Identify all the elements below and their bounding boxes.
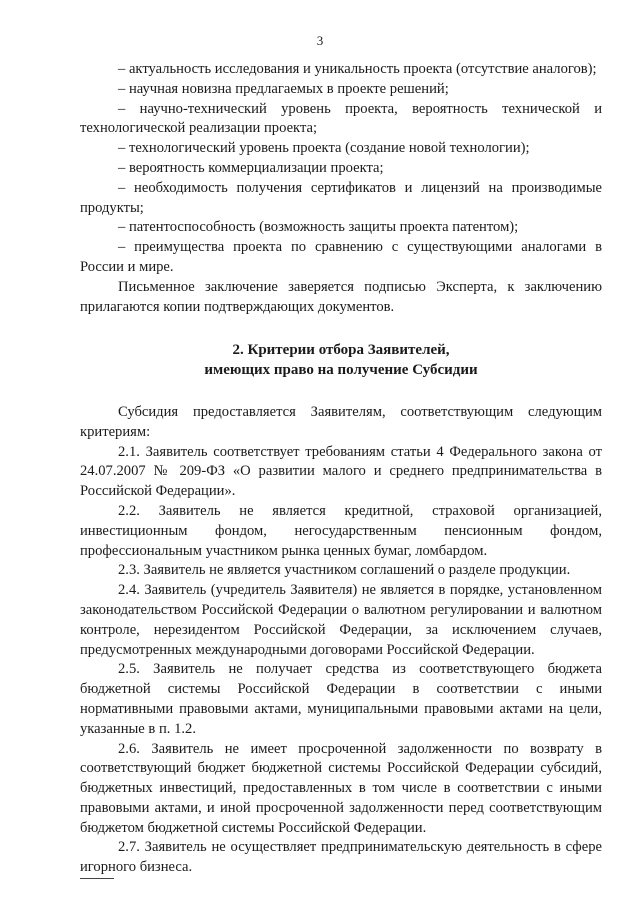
criteria-item: – технологический уровень проекта (создание новой технологии); (118, 140, 530, 157)
criteria-item: – вероятность коммерциализации проекта; (118, 159, 384, 176)
section-heading-line1: 2. Критерии отбора Заявителей, (232, 342, 450, 359)
section-heading-line2: имеющих право на получение Субсидии (204, 362, 478, 379)
section-item: 2.3. Заявитель не является участником соглашений о разделе продукции. (118, 562, 571, 579)
section-heading (80, 341, 602, 381)
criteria-item: – научная новизна предлагаемых в проекте решений; (118, 80, 449, 97)
section-item: 2.4. Заявитель (учредитель Заявителя) не является в порядке, установленном законодательством Российской Федерации о валютном регулировании и валютном контроле, нерезидентом Российской Федерации, за исключением случаев, предусмотренных международными договорами Российской Федерации. (80, 582, 602, 658)
criteria-item: – необходимость получения сертификатов и лицензий на производимые продукты; (80, 179, 602, 216)
criteria-item: – преимущества проекта по сравнению с существующими аналогами в России и мире. (80, 239, 602, 275)
criteria-item: – патентоспособность (возможность защиты проекта патентом); (118, 219, 519, 236)
section-item: 2.7. Заявитель не осуществляет предпринимательскую деятельность в сфере игорного бизнеса. (80, 839, 602, 876)
section-item: 2.5. Заявитель не получает средства из соответствующего бюджета бюджетной системы Российской Федерации в соответствии с иными нормативными правовыми актами, муниципальными правовыми актами на цели, указанные в п. 1.2. (80, 661, 602, 737)
section-intro: Субсидия предоставляется Заявителям, соответствующим следующим критериям: (80, 403, 602, 440)
section-item: 2.6. Заявитель не имеет просроченной задолженности по возврату в соответствующий бюджет бюджетной системы Российской Федерации субсидий, бюджетных инвестиций, предоставленных в том числе в соответствии с иными правовыми актами, и иной просроченной задолженности перед соответствующим бюджетом бюджетной системы Российской Федерации. (80, 740, 602, 836)
footnote-divider (80, 878, 114, 879)
page-number: 3 (316, 33, 324, 48)
section-item: 2.1. Заявитель соответствует требованиям статьи 4 Федерального закона от 24.07.2007 № 209-ФЗ «О развитии малого и среднего предпринимательства в Российской Федерации». (80, 443, 602, 500)
closing-paragraph: Письменное заключение заверяется подписью Эксперта, к заключению прилагаются копии подтверждающих документов. (80, 278, 602, 315)
criteria-item: – научно-технический уровень проекта, вероятность технической и технологической реализации проекта; (80, 100, 602, 137)
section-item: 2.2. Заявитель не является кредитной, страховой организацией, инвестиционным фондом, негосударственным пенсионным фондом, профессиональным участником рынка ценных бумаг, ломбардом. (80, 502, 602, 559)
criteria-item: – актуальность исследования и уникальность проекта (отсутствие аналогов); (118, 61, 597, 77)
page-body (80, 60, 602, 878)
